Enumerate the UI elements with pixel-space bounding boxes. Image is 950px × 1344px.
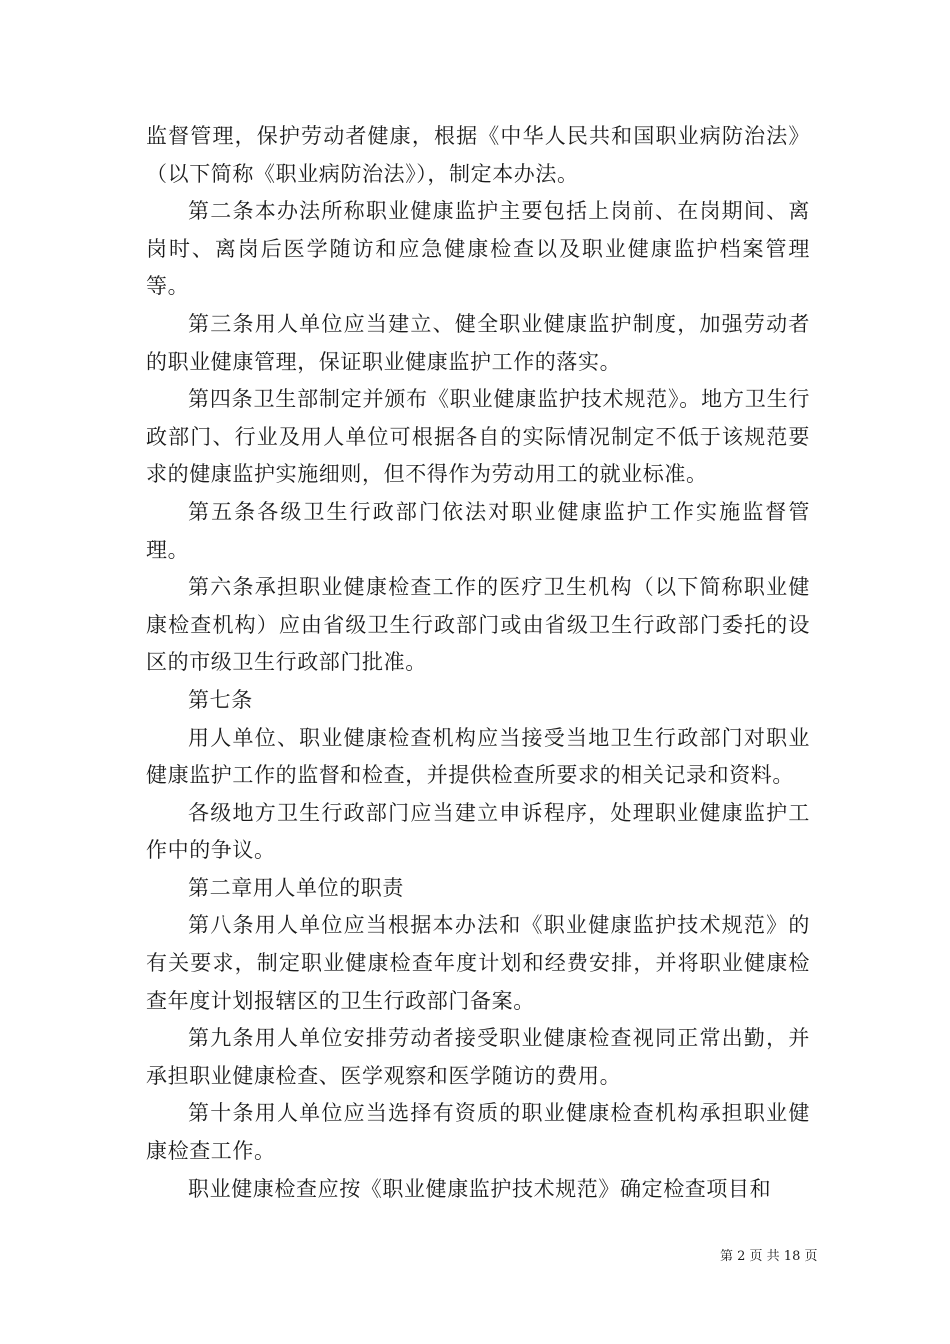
paragraph-article-4: 第四条卫生部制定并颁布《职业健康监护技术规范》。地方卫生行政部门、行业及用人单位可根据各自的实际情况制定不低于该规范要求的健康监护实施细则，但不得作为劳动用工的就业标准。 — [146, 387, 810, 487]
paragraph-article-10-body: 职业健康检查应按《职业健康监护技术规范》确定检查项目和 — [188, 1176, 772, 1201]
paragraph-article-7-body-1: 用人单位、职业健康检查机构应当接受当地卫生行政部门对职业健康监护工作的监督和检查，并提供检查所要求的相关记录和资料。 — [146, 725, 810, 788]
paragraph-article-3: 第三条用人单位应当建立、健全职业健康监护制度，加强劳动者的职业健康管理，保证职业健康监护工作的落实。 — [146, 311, 810, 374]
page-number-footer: 第 2 页 共 18 页 — [720, 1249, 818, 1264]
paragraph-article-7-body-2: 各级地方卫生行政部门应当建立申诉程序，处理职业健康监护工作中的争议。 — [146, 800, 810, 863]
paragraph-article-7-heading: 第七条 — [188, 687, 253, 712]
paragraph-article-2: 第二条本办法所称职业健康监护主要包括上岗前、在岗期间、离岗时、离岗后医学随访和应急健康检查以及职业健康监护档案管理等。 — [146, 199, 810, 299]
paragraph-article-9: 第九条用人单位安排劳动者接受职业健康检查视同正常出勤，并承担职业健康检查、医学观察和医学随访的费用。 — [146, 1026, 810, 1088]
paragraph-article-8: 第八条用人单位应当根据本办法和《职业健康监护技术规范》的有关要求，制定职业健康检查年度计划和经费安排，并将职业健康检查年度计划报辖区的卫生行政部门备案。 — [146, 913, 810, 1013]
paragraph-article-10: 第十条用人单位应当选择有资质的职业健康检查机构承担职业健康检查工作。 — [146, 1101, 810, 1164]
document-body — [146, 118, 810, 1208]
chapter-heading: 第二章用人单位的职责 — [188, 875, 404, 900]
paragraph-article-6: 第六条承担职业健康检查工作的医疗卫生机构（以下简称职业健康检查机构）应由省级卫生行政部门或由省级卫生行政部门委托的设区的市级卫生行政部门批准。 — [146, 575, 810, 675]
paragraph-continuation: 监督管理，保护劳动者健康，根据《中华人民共和国职业病防治法》（以下简称《职业病防治法》），制定本办法。 — [146, 124, 810, 186]
paragraph-article-5: 第五条各级卫生行政部门依法对职业健康监护工作实施监督管理。 — [146, 499, 810, 562]
